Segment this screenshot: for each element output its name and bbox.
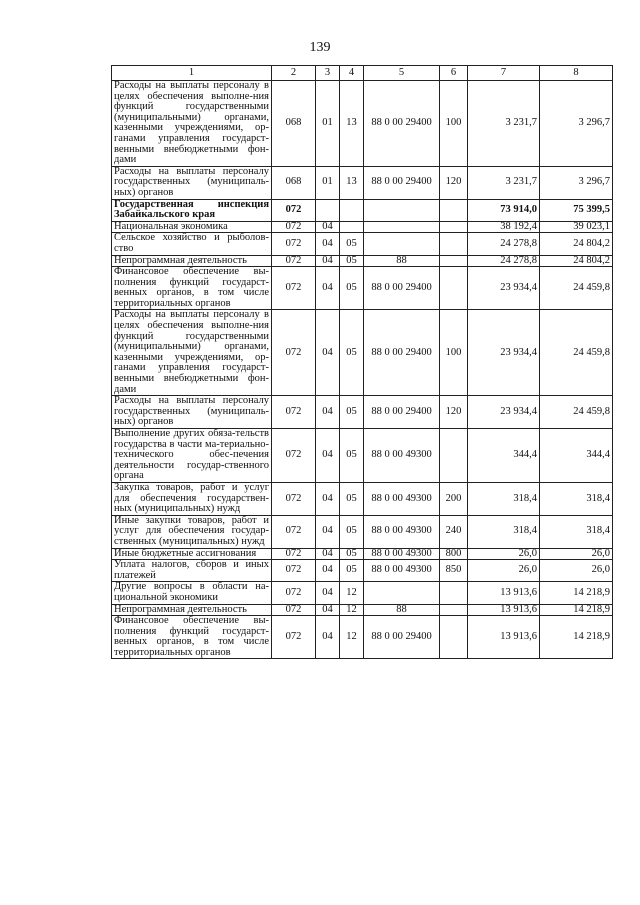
section-code-cell: 04 <box>316 255 340 267</box>
table-row <box>112 255 613 267</box>
row-name-cell: Другие вопросы в области на-циональной экономики <box>112 582 272 604</box>
amount-year1-cell: 24 278,8 <box>468 233 540 255</box>
amount-year1-cell: 23 934,4 <box>468 310 540 396</box>
section-code-cell: 04 <box>316 267 340 310</box>
section-code-cell: 04 <box>316 482 340 515</box>
amount-year1-cell: 73 914,0 <box>468 199 540 221</box>
department-code-cell: 072 <box>272 560 316 582</box>
target-item-code-cell: 88 0 00 29400 <box>364 267 440 310</box>
subsection-code-cell: 12 <box>340 582 364 604</box>
department-code-cell: 072 <box>272 582 316 604</box>
column-header: 2 <box>272 66 316 81</box>
expense-type-code-cell <box>440 616 468 659</box>
target-item-code-cell: 88 0 00 49300 <box>364 482 440 515</box>
section-code-cell <box>316 199 340 221</box>
section-code-cell: 04 <box>316 548 340 560</box>
amount-year2-cell: 24 804,2 <box>540 255 613 267</box>
expense-type-code-cell: 120 <box>440 166 468 199</box>
expense-type-code-cell <box>440 582 468 604</box>
column-header: 3 <box>316 66 340 81</box>
section-code-cell: 04 <box>316 429 340 483</box>
amount-year1-cell: 26,0 <box>468 548 540 560</box>
amount-year1-cell: 26,0 <box>468 560 540 582</box>
subsection-code-cell: 05 <box>340 429 364 483</box>
section-code-cell: 04 <box>316 233 340 255</box>
amount-year2-cell: 3 296,7 <box>540 166 613 199</box>
subsection-code-cell: 05 <box>340 482 364 515</box>
department-code-cell: 072 <box>272 310 316 396</box>
table-row <box>112 199 613 221</box>
expense-type-code-cell <box>440 199 468 221</box>
target-item-code-cell: 88 <box>364 255 440 267</box>
expense-type-code-cell <box>440 604 468 616</box>
amount-year2-cell: 14 218,9 <box>540 604 613 616</box>
row-name-cell: Сельское хозяйство и рыболов-ство <box>112 233 272 255</box>
column-header: 1 <box>112 66 272 81</box>
department-code-cell: 068 <box>272 166 316 199</box>
target-item-code-cell <box>364 582 440 604</box>
expense-type-code-cell <box>440 267 468 310</box>
department-code-cell: 072 <box>272 429 316 483</box>
section-code-cell: 04 <box>316 310 340 396</box>
amount-year1-cell: 13 913,6 <box>468 604 540 616</box>
row-name-cell: Расходы на выплаты персоналу в целях обеспечения выполне-ния функций государственными (муниципальными) органами, казенными учреждениями, ор-ганами управления государст-венными внебюджетными фон-дами <box>112 310 272 396</box>
target-item-code-cell <box>364 233 440 255</box>
table-row <box>112 81 613 167</box>
department-code-cell: 072 <box>272 604 316 616</box>
section-code-cell: 01 <box>316 166 340 199</box>
department-code-cell: 072 <box>272 616 316 659</box>
subsection-code-cell: 05 <box>340 233 364 255</box>
department-code-cell: 072 <box>272 199 316 221</box>
amount-year2-cell: 26,0 <box>540 560 613 582</box>
amount-year1-cell: 3 231,7 <box>468 81 540 167</box>
row-name-cell: Национальная экономика <box>112 221 272 233</box>
row-name-cell: Расходы на выплаты персоналу в целях обеспечения выполне-ния функций государственными (муниципальными) органами, казенными учреждениями, ор-ганами управления государст-венными внебюджетными фон-дами <box>112 81 272 167</box>
amount-year2-cell: 75 399,5 <box>540 199 613 221</box>
department-code-cell: 072 <box>272 548 316 560</box>
amount-year1-cell: 13 913,6 <box>468 616 540 659</box>
subsection-code-cell: 05 <box>340 560 364 582</box>
target-item-code-cell: 88 0 00 49300 <box>364 515 440 548</box>
target-item-code-cell <box>364 221 440 233</box>
budget-table <box>111 65 613 659</box>
row-name-cell: Выполнение других обяза-тельств государства в части ма-териально-технического обес-печения деятельности государ-ственного органа <box>112 429 272 483</box>
subsection-code-cell: 05 <box>340 548 364 560</box>
expense-type-code-cell <box>440 233 468 255</box>
target-item-code-cell: 88 0 00 29400 <box>364 81 440 167</box>
table-row <box>112 310 613 396</box>
row-name-cell: Иные закупки товаров, работ и услуг для обеспечения государ-ственных (муниципальных) нужд <box>112 515 272 548</box>
amount-year2-cell: 344,4 <box>540 429 613 483</box>
section-code-cell: 04 <box>316 396 340 429</box>
amount-year2-cell: 3 296,7 <box>540 81 613 167</box>
target-item-code-cell: 88 0 00 49300 <box>364 429 440 483</box>
amount-year2-cell: 39 023,1 <box>540 221 613 233</box>
table-row <box>112 582 613 604</box>
target-item-code-cell <box>364 199 440 221</box>
section-code-cell: 04 <box>316 616 340 659</box>
department-code-cell: 072 <box>272 267 316 310</box>
row-name-cell: Финансовое обеспечение вы-полнения функций государст-венных органов, в том числе территориальных органов <box>112 616 272 659</box>
row-name-cell: Непрограммная деятельность <box>112 255 272 267</box>
row-name-cell: Непрограммная деятельность <box>112 604 272 616</box>
amount-year2-cell: 24 459,8 <box>540 396 613 429</box>
table-row <box>112 429 613 483</box>
department-code-cell: 072 <box>272 515 316 548</box>
amount-year1-cell: 3 231,7 <box>468 166 540 199</box>
section-code-cell: 04 <box>316 221 340 233</box>
row-name-cell: Финансовое обеспечение вы-полнения функций государст-венных органов, в том числе территориальных органов <box>112 267 272 310</box>
subsection-code-cell <box>340 199 364 221</box>
subsection-code-cell: 05 <box>340 396 364 429</box>
subsection-code-cell: 05 <box>340 310 364 396</box>
target-item-code-cell: 88 0 00 29400 <box>364 616 440 659</box>
row-name-cell: Иные бюджетные ассигнования <box>112 548 272 560</box>
amount-year2-cell: 14 218,9 <box>540 616 613 659</box>
table-row <box>112 166 613 199</box>
page-number: 139 <box>309 40 331 55</box>
department-code-cell: 072 <box>272 221 316 233</box>
department-code-cell: 072 <box>272 233 316 255</box>
column-header: 5 <box>364 66 440 81</box>
table-row <box>112 515 613 548</box>
department-code-cell: 072 <box>272 482 316 515</box>
expense-type-code-cell: 120 <box>440 396 468 429</box>
subsection-code-cell: 12 <box>340 616 364 659</box>
amount-year2-cell: 24 459,8 <box>540 310 613 396</box>
department-code-cell: 072 <box>272 396 316 429</box>
target-item-code-cell: 88 0 00 49300 <box>364 548 440 560</box>
row-name-cell: Уплата налогов, сборов и иных платежей <box>112 560 272 582</box>
header-row <box>112 66 613 81</box>
amount-year2-cell: 318,4 <box>540 482 613 515</box>
table-row <box>112 560 613 582</box>
table-row <box>112 396 613 429</box>
expense-type-code-cell: 240 <box>440 515 468 548</box>
amount-year1-cell: 38 192,4 <box>468 221 540 233</box>
expense-type-code-cell <box>440 221 468 233</box>
amount-year1-cell: 13 913,6 <box>468 582 540 604</box>
section-code-cell: 04 <box>316 515 340 548</box>
subsection-code-cell: 05 <box>340 255 364 267</box>
table-row <box>112 604 613 616</box>
amount-year2-cell: 24 459,8 <box>540 267 613 310</box>
amount-year1-cell: 23 934,4 <box>468 396 540 429</box>
subsection-code-cell: 13 <box>340 166 364 199</box>
amount-year1-cell: 24 278,8 <box>468 255 540 267</box>
table-row <box>112 221 613 233</box>
amount-year1-cell: 318,4 <box>468 515 540 548</box>
table-row <box>112 548 613 560</box>
row-name-cell: Расходы на выплаты персоналу государственных (муниципаль-ных) органов <box>112 166 272 199</box>
section-code-cell: 04 <box>316 560 340 582</box>
expense-type-code-cell: 100 <box>440 310 468 396</box>
section-code-cell: 04 <box>316 604 340 616</box>
amount-year2-cell: 14 218,9 <box>540 582 613 604</box>
table-row <box>112 616 613 659</box>
target-item-code-cell: 88 0 00 29400 <box>364 310 440 396</box>
column-header: 6 <box>440 66 468 81</box>
expense-type-code-cell: 850 <box>440 560 468 582</box>
expense-type-code-cell <box>440 255 468 267</box>
expense-type-code-cell: 200 <box>440 482 468 515</box>
amount-year1-cell: 23 934,4 <box>468 267 540 310</box>
amount-year2-cell: 26,0 <box>540 548 613 560</box>
row-name-cell: Государственная инспекция Забайкальского края <box>112 199 272 221</box>
table-row <box>112 482 613 515</box>
department-code-cell: 068 <box>272 81 316 167</box>
subsection-code-cell: 05 <box>340 267 364 310</box>
column-header: 7 <box>468 66 540 81</box>
section-code-cell: 01 <box>316 81 340 167</box>
subsection-code-cell: 13 <box>340 81 364 167</box>
subsection-code-cell <box>340 221 364 233</box>
row-name-cell: Закупка товаров, работ и услуг для обеспечения государствен-ных (муниципальных) нужд <box>112 482 272 515</box>
amount-year1-cell: 344,4 <box>468 429 540 483</box>
amount-year2-cell: 24 804,2 <box>540 233 613 255</box>
target-item-code-cell: 88 0 00 29400 <box>364 396 440 429</box>
section-code-cell: 04 <box>316 582 340 604</box>
expense-type-code-cell: 800 <box>440 548 468 560</box>
department-code-cell: 072 <box>272 255 316 267</box>
expense-type-code-cell: 100 <box>440 81 468 167</box>
amount-year2-cell: 318,4 <box>540 515 613 548</box>
amount-year1-cell: 318,4 <box>468 482 540 515</box>
subsection-code-cell: 05 <box>340 515 364 548</box>
row-name-cell: Расходы на выплаты персоналу государственных (муниципаль-ных) органов <box>112 396 272 429</box>
target-item-code-cell: 88 <box>364 604 440 616</box>
column-header: 8 <box>540 66 613 81</box>
expense-type-code-cell <box>440 429 468 483</box>
target-item-code-cell: 88 0 00 29400 <box>364 166 440 199</box>
table-row <box>112 233 613 255</box>
table-row <box>112 267 613 310</box>
column-header: 4 <box>340 66 364 81</box>
subsection-code-cell: 12 <box>340 604 364 616</box>
target-item-code-cell: 88 0 00 49300 <box>364 560 440 582</box>
